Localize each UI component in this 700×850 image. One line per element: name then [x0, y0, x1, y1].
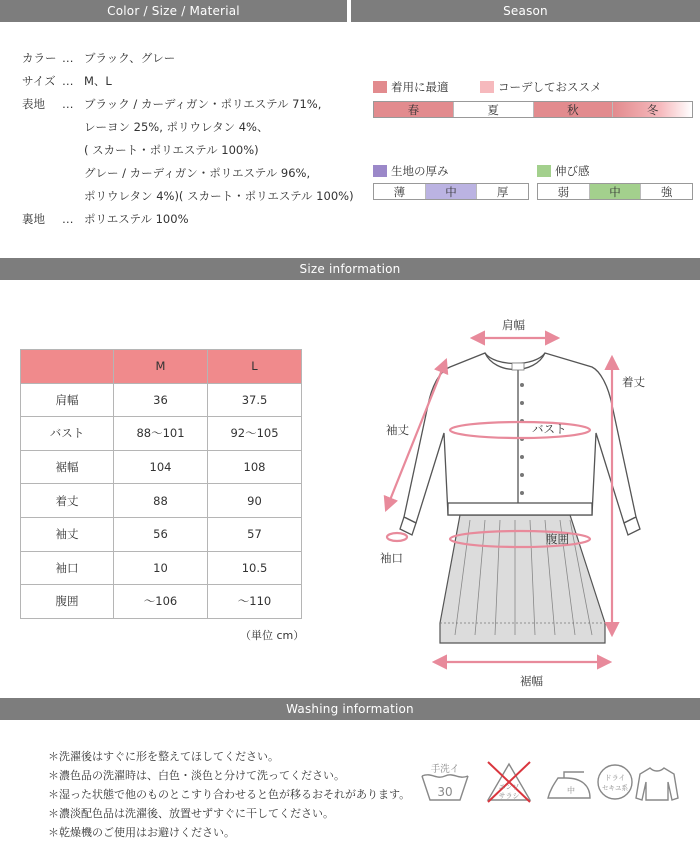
spec-lining-key: 裏地 — [22, 212, 45, 226]
table-header-row — [21, 350, 302, 384]
table-cell: 10 — [114, 551, 208, 585]
table-cell: 57 — [208, 517, 302, 551]
washing-note: ＊洗濯後はすぐに形を整えてほしてください。 — [48, 750, 279, 763]
legend-stretch-label: 伸び感 — [555, 164, 590, 178]
spec-outer-row — [22, 99, 321, 111]
legend-thickness-label: 生地の厚み — [391, 164, 449, 178]
legend-stretch-swatch — [537, 165, 551, 177]
spec-header: Color / Size / Material — [0, 0, 347, 22]
care-icons-svg — [418, 758, 688, 806]
table-cell: 90 — [208, 484, 302, 518]
label-sleeve: 袖丈 — [386, 423, 409, 437]
bleach-text: エンソ — [498, 783, 520, 791]
legend-coord — [480, 79, 602, 95]
table-cell: 104 — [114, 450, 208, 484]
thickness-thick: 厚 — [476, 184, 528, 199]
spec-outer-line: レーヨン 25%, ポリウレタン 4%、 — [84, 120, 269, 134]
spec-dots: … — [62, 97, 74, 111]
stretch-medium: 中 — [589, 184, 641, 199]
spec-outer-line: グレー / カーディガン・ポリエステル 96%, — [84, 166, 311, 180]
table-cell: 36 — [114, 383, 208, 417]
dryclean-text-2: セキユ系 — [602, 784, 628, 792]
label-hem: 裾幅 — [520, 674, 543, 688]
washing-note: ＊濃淡配色品は洗濯後、放置せずすぐに干してください。 — [48, 807, 334, 820]
stretch-strong: 強 — [640, 184, 692, 199]
spec-outer-line: ( スカート・ポリエステル 100%) — [84, 143, 259, 157]
spec-outer-key: 表地 — [22, 97, 45, 111]
legend-stretch — [537, 163, 590, 179]
table-row-label: 袖丈 — [21, 517, 114, 551]
spec-lining-value: ポリエステル 100% — [84, 212, 189, 226]
bleach-text-2: サラシ — [498, 792, 520, 800]
legend-best-swatch — [373, 81, 387, 93]
spec-dots: … — [62, 212, 74, 226]
legend-coord-label: コーデしておススメ — [498, 80, 602, 94]
spec-color-key: カラー — [22, 51, 57, 65]
table-header-cell: M — [114, 350, 208, 384]
table-row-label: 腹囲 — [21, 585, 114, 619]
size-info-header: Size information — [0, 258, 700, 280]
thickness-scale — [373, 183, 529, 200]
table-row — [21, 417, 302, 451]
stretch-scale — [537, 183, 693, 200]
table-cell: 92〜105 — [208, 417, 302, 451]
spec-outer-line: ポリウレタン 4%)( スカート・ポリエステル 100%) — [84, 189, 354, 203]
label-length: 着丈 — [622, 375, 645, 389]
table-row — [21, 484, 302, 518]
washing-note: ＊湿った状態で他のものとこすり合わせると色が移るおそれがあります。 — [48, 788, 411, 801]
garment-diagram — [360, 305, 690, 695]
cuff-measure — [387, 533, 407, 541]
neck-tag — [512, 363, 524, 370]
spec-size-value: M、L — [84, 74, 112, 88]
handwash-temp: 30 — [437, 785, 453, 799]
table-row-label: バスト — [21, 417, 114, 451]
table-cell: 37.5 — [208, 383, 302, 417]
spec-size-row — [22, 76, 112, 88]
table-row — [21, 450, 302, 484]
season-autumn: 秋 — [533, 102, 613, 117]
spec-lining-row — [22, 214, 189, 226]
stretch-weak: 弱 — [557, 184, 570, 199]
dryclean-icon — [598, 765, 632, 799]
label-bust: バスト — [532, 422, 567, 436]
legend-coord-swatch — [480, 81, 494, 93]
table-header-cell: L — [208, 350, 302, 384]
table-row-label: 裾幅 — [21, 450, 114, 484]
table-cell: 56 — [114, 517, 208, 551]
legend-best-label: 着用に最適 — [391, 80, 449, 94]
spec-color-row — [22, 53, 175, 65]
table-cell: 88〜101 — [114, 417, 208, 451]
season-summer: 夏 — [453, 102, 533, 117]
legend-best — [373, 79, 449, 95]
table-cell: 10.5 — [208, 551, 302, 585]
season-header: Season — [351, 0, 700, 22]
spec-size-key: サイズ — [22, 74, 56, 88]
washing-note: ＊乾燥機のご使用はお避けください。 — [48, 826, 235, 839]
table-row — [21, 551, 302, 585]
thickness-thin: 薄 — [393, 184, 406, 199]
spec-dots: … — [62, 74, 74, 88]
label-waist: 腹囲 — [546, 532, 569, 546]
season-spring: 春 — [374, 102, 453, 117]
legend-thickness — [373, 163, 449, 179]
table-row-label: 着丈 — [21, 484, 114, 518]
table-cell: 88 — [114, 484, 208, 518]
table-row — [21, 585, 302, 619]
thickness-medium: 中 — [425, 184, 477, 199]
table-row — [21, 383, 302, 417]
flat-dry-icon — [636, 768, 678, 800]
handwash-text: 手洗イ — [430, 764, 460, 775]
spec-dots: … — [62, 51, 74, 65]
season-winter: 冬 — [612, 102, 692, 117]
unit-note: （単位 cm） — [240, 629, 305, 642]
label-cuff: 袖口 — [380, 551, 403, 565]
spec-outer-line: ブラック / カーディガン・ポリエステル 71%, — [84, 97, 322, 111]
table-cell: 〜110 — [208, 585, 302, 619]
table-cell: 108 — [208, 450, 302, 484]
season-scale — [373, 101, 693, 118]
table-header-cell — [21, 350, 114, 384]
size-table — [20, 349, 302, 619]
washing-header: Washing information — [0, 698, 700, 720]
care-icons — [418, 758, 688, 809]
table-row — [21, 517, 302, 551]
washing-note: ＊濃色品の洗濯時は、白色・淡色と分けて洗ってください。 — [48, 769, 345, 782]
garment-svg — [360, 305, 690, 695]
dryclean-text: ドライ — [604, 774, 626, 782]
table-row-label: 肩幅 — [21, 383, 114, 417]
cardigan-shape — [400, 353, 640, 535]
table-cell: 〜106 — [114, 585, 208, 619]
spec-color-value: ブラック、グレー — [84, 51, 176, 65]
iron-text: 中 — [567, 786, 575, 795]
label-shoulder: 肩幅 — [502, 318, 525, 332]
legend-thickness-swatch — [373, 165, 387, 177]
table-row-label: 袖口 — [21, 551, 114, 585]
